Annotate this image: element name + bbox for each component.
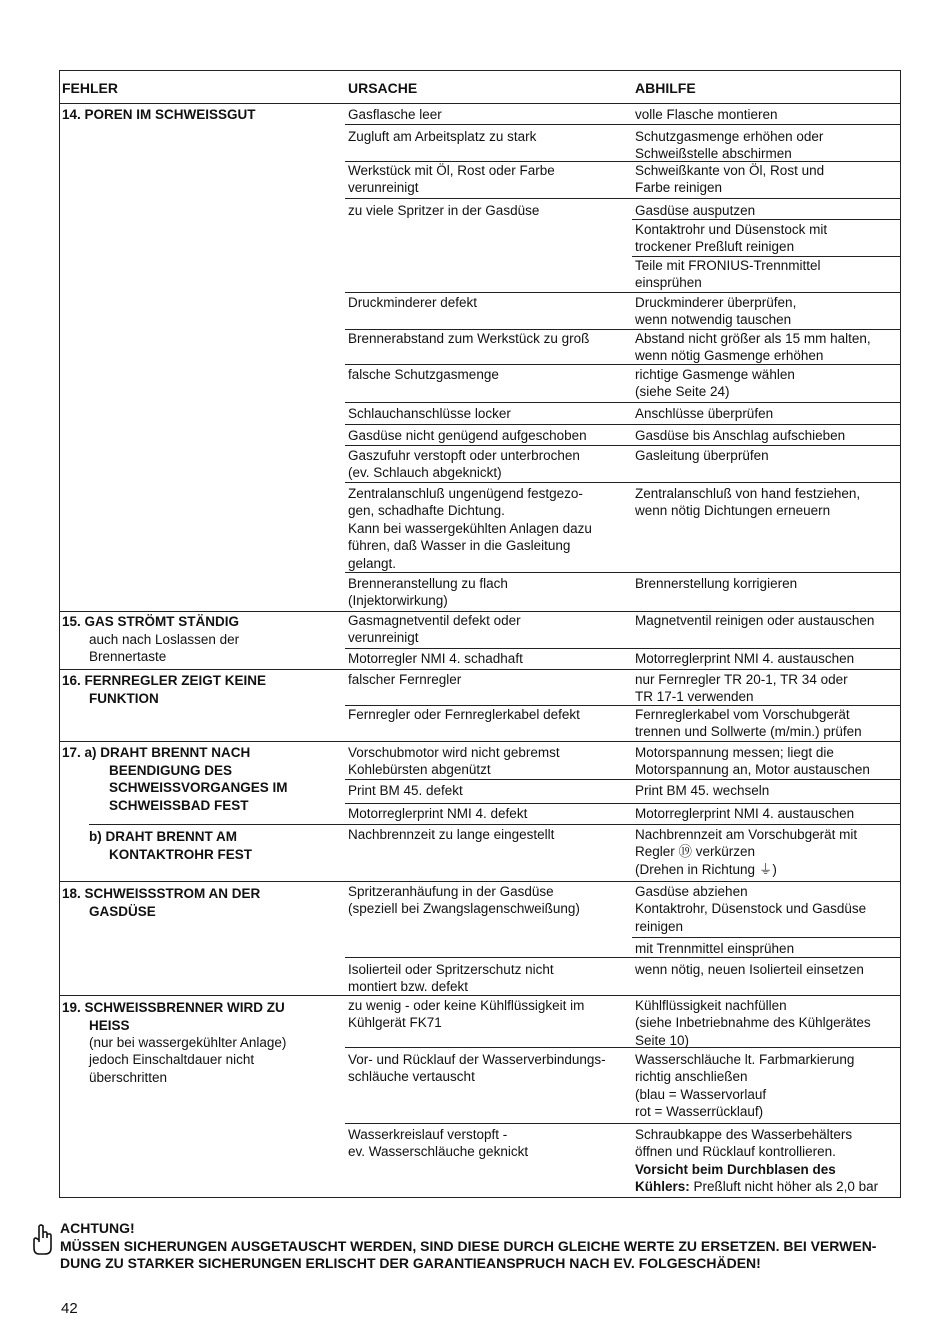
pointing-hand-icon [30, 1224, 54, 1258]
remedy-r19a: Kühlflüssigkeit nachfüllen (siehe Inbetriebnahme des Kühlgerätes Seite 10) [635, 998, 871, 1048]
cause-r14l: Brenneranstellung zu flach (Injektorwirkung) [348, 576, 508, 609]
row-rule [345, 482, 901, 483]
remedy-r19b: Wasserschläuche lt. Farbmarkierung richtig anschließen (blau = Wasservorlauf rot = Wasserrücklauf) [635, 1052, 855, 1120]
cause-r14j: Gaszufuhr verstopft oder unterbrochen (ev. Schlauch abgeknickt) [348, 448, 580, 481]
cause-r14k: Zentralanschluß ungenügend festgezo- gen, schadhafte Dichtung. Kann bei wassergekühlten Anlagen dazu führen, daß Wasser in die Gasleitung gelangt. [348, 486, 592, 571]
cause-r14c: Werkstück mit Öl, Rost oder Farbe verunreinigt [348, 163, 555, 196]
cause-r14f: Brennerabstand zum Werkstück zu groß [348, 331, 590, 346]
cause-r19b: Vor- und Rücklauf der Wasserverbindungs- schläuche vertauscht [348, 1052, 606, 1085]
row-rule [345, 572, 901, 573]
row-rule [632, 219, 901, 220]
row-rule [345, 779, 901, 780]
cause-r16b: Fernregler oder Fernreglerkabel defekt [348, 707, 580, 722]
rule-header [59, 103, 901, 104]
header-fehler: FEHLER [62, 80, 118, 96]
fault-16-b: FUNKTION [89, 691, 159, 706]
remedy-r19c: Schraubkappe des Wasserbehälters öffnen und Rücklauf kontrollieren. [635, 1127, 853, 1160]
page-number: 42 [61, 1300, 78, 1317]
remedy-r14j: Gasleitung überprüfen [635, 448, 769, 463]
remedy-r14f: Abstand nicht größer als 15 mm halten, wenn nötig Gasmenge erhöhen [635, 331, 871, 364]
cause-r14g: falsche Schutzgasmenge [348, 367, 499, 382]
remedy-r16b: Fernreglerkabel vom Vorschubgerät trennen und Sollwerte (m/min.) prüfen [635, 707, 862, 740]
remedy-r15a: Magnetventil reinigen oder austauschen [635, 613, 875, 628]
remedy-r14d2: Kontaktrohr und Düsenstock mit trockener Preßluft reinigen [635, 222, 828, 255]
remedy-r14b: Schutzgasmenge erhöhen oder Schweißstelle abschirmen [635, 129, 824, 162]
remedy-r18b: mit Trennmittel einsprühen [635, 941, 795, 956]
remedy-r17a: Motorspannung messen; liegt die Motorspannung an, Motor austauschen [635, 745, 870, 778]
cause-r15b: Motorregler NMI 4. schadhaft [348, 651, 523, 666]
fault-17a-rest: BEENDIGUNG DES SCHWEISSVORGANGES IM SCHWEISSBAD FEST [109, 763, 288, 813]
fault-19-sub: (nur bei wassergekühlter Anlage) jedoch Einschaltdauer nicht überschritten [89, 1035, 287, 1085]
remedy-r14l: Brennerstellung korrigieren [635, 576, 798, 591]
remedy-r15b: Motorreglerprint NMI 4. austauschen [635, 651, 855, 666]
rule-17 [59, 741, 901, 742]
cause-r14a: Gasflasche leer [348, 107, 442, 122]
remedy-r18c: wenn nötig, neuen Isolierteil einsetzen [635, 962, 864, 977]
fault-15: 15. GAS STRÖMT STÄNDIG [62, 614, 240, 629]
remedy-r17b: Print BM 45. wechseln [635, 783, 770, 798]
remedy-r14e: Druckminderer überprüfen, wenn notwendig tauschen [635, 295, 797, 328]
remedy-r14a: volle Flasche montieren [635, 107, 778, 122]
fault-18-b: GASDÜSE [89, 904, 156, 919]
cause-r17b: Print BM 45. defekt [348, 783, 463, 798]
row-rule [345, 424, 901, 425]
cause-r18c: Isolierteil oder Spritzerschutz nicht montiert bzw. defekt [348, 962, 554, 995]
row-rule [345, 402, 901, 403]
remedy-r14d: Gasdüse ausputzen [635, 203, 756, 218]
fault-19: 19. SCHWEISSBRENNER WIRD ZU [62, 1000, 285, 1015]
row-rule [345, 803, 901, 804]
fault-14: 14. POREN IM SCHWEISSGUT [62, 107, 256, 122]
row-rule [345, 957, 901, 958]
cause-r14d: zu viele Spritzer in der Gasdüse [348, 203, 540, 218]
remedy-r17c: Motorreglerprint NMI 4. austauschen [635, 806, 855, 821]
header-abhilfe: ABHILFE [635, 80, 696, 96]
cause-r14i: Gasdüse nicht genügend aufgeschoben [348, 428, 587, 443]
fault-17a: 17. a) DRAHT BRENNT NACH [62, 745, 251, 760]
remedy-r19c-bold2: Kühlers: [635, 1179, 690, 1194]
row-rule [345, 1123, 901, 1124]
fault-16: 16. FERNREGLER ZEIGT KEINE [62, 673, 267, 688]
row-rule [345, 1047, 901, 1048]
cause-r17c: Motorreglerprint NMI 4. defekt [348, 806, 528, 821]
fault-19-b: HEISS [89, 1018, 130, 1033]
rule-16 [59, 669, 901, 670]
warning-text: MÜSSEN SICHERUNGEN AUSGETAUSCHT WERDEN, SIND DIESE DURCH GLEICHE WERTE ZU ERSETZEN. BEI VERWEN- DUNG ZU STARKER SICHERUNGEN ERLISCHT DER GARANTIEANSPRUCH NACH EV. FOLGESCHÄDEN! [60, 1237, 877, 1271]
remedy-r14d3: Teile mit FRONIUS-Trennmittel einsprühen [635, 258, 821, 291]
cause-r14b: Zugluft am Arbeitsplatz zu stark [348, 129, 537, 144]
remedy-r14k: Zentralanschluß von hand festziehen, wenn nötig Dichtungen erneuern [635, 486, 861, 519]
cause-r14e: Druckminderer defekt [348, 295, 478, 310]
cause-r14h: Schlauchanschlüsse locker [348, 406, 511, 421]
rule-17b [89, 824, 901, 825]
remedy-r14c: Schweißkante von Öl, Rost und Farbe reinigen [635, 163, 825, 196]
remedy-r16a: nur Fernregler TR 20-1, TR 34 oder TR 17-1 verwenden [635, 672, 848, 705]
fault-15-sub: auch nach Loslassen der Brennertaste [89, 632, 240, 665]
remedy-r17d: Nachbrennzeit am Vorschubgerät mit Regler ⑲ verkürzen (Drehen in Richtung ⏚) [635, 827, 858, 877]
warning-title: ACHTUNG! [60, 1220, 135, 1236]
cause-r15a: Gasmagnetventil defekt oder verunreinigt [348, 613, 521, 646]
remedy-r18a: Gasdüse abziehen Kontaktrohr, Düsenstock und Gasdüse reinigen [635, 884, 867, 934]
remedy-r19c-tail [635, 1178, 878, 1195]
fault-17b-rest: KONTAKTROHR FEST [109, 847, 252, 862]
row-rule [345, 198, 901, 199]
warning-block [60, 1220, 920, 1273]
cause-r18a: Spritzeranhäufung in der Gasdüse (speziell bei Zwangslagenschweißung) [348, 884, 580, 917]
row-rule [345, 364, 901, 365]
cause-r16a: falscher Fernregler [348, 672, 462, 687]
cause-r17a: Vorschubmotor wird nicht gebremst Kohlebürsten abgenützt [348, 745, 560, 778]
remedy-r14g: richtige Gasmenge wählen (siehe Seite 24) [635, 367, 795, 400]
header-ursache: URSACHE [348, 80, 418, 96]
row-rule [345, 648, 901, 649]
row-rule [345, 124, 901, 125]
cause-r19c: Wasserkreislauf verstopft - ev. Wasserschläuche geknickt [348, 1127, 529, 1160]
row-rule [345, 292, 901, 293]
row-rule [345, 445, 901, 446]
cause-r17d: Nachbrennzeit zu lange eingestellt [348, 827, 555, 842]
remedy-r14h: Anschlüsse überprüfen [635, 406, 774, 421]
row-rule [632, 937, 901, 938]
fault-18: 18. SCHWEISSSTROM AN DER [62, 886, 261, 901]
remedy-r19c-warning: Vorsicht beim Durchblasen des [635, 1162, 836, 1177]
fault-17b: b) DRAHT BRENNT AM [89, 829, 237, 844]
cause-r19a: zu wenig - oder keine Kühlflüssigkeit im Kühlgerät FK71 [348, 998, 585, 1031]
remedy-r14i: Gasdüse bis Anschlag aufschieben [635, 428, 846, 443]
rule-18 [59, 881, 901, 882]
remedy-r19c-tail-text: Preßluft nicht höher als 2,0 bar [689, 1179, 879, 1194]
